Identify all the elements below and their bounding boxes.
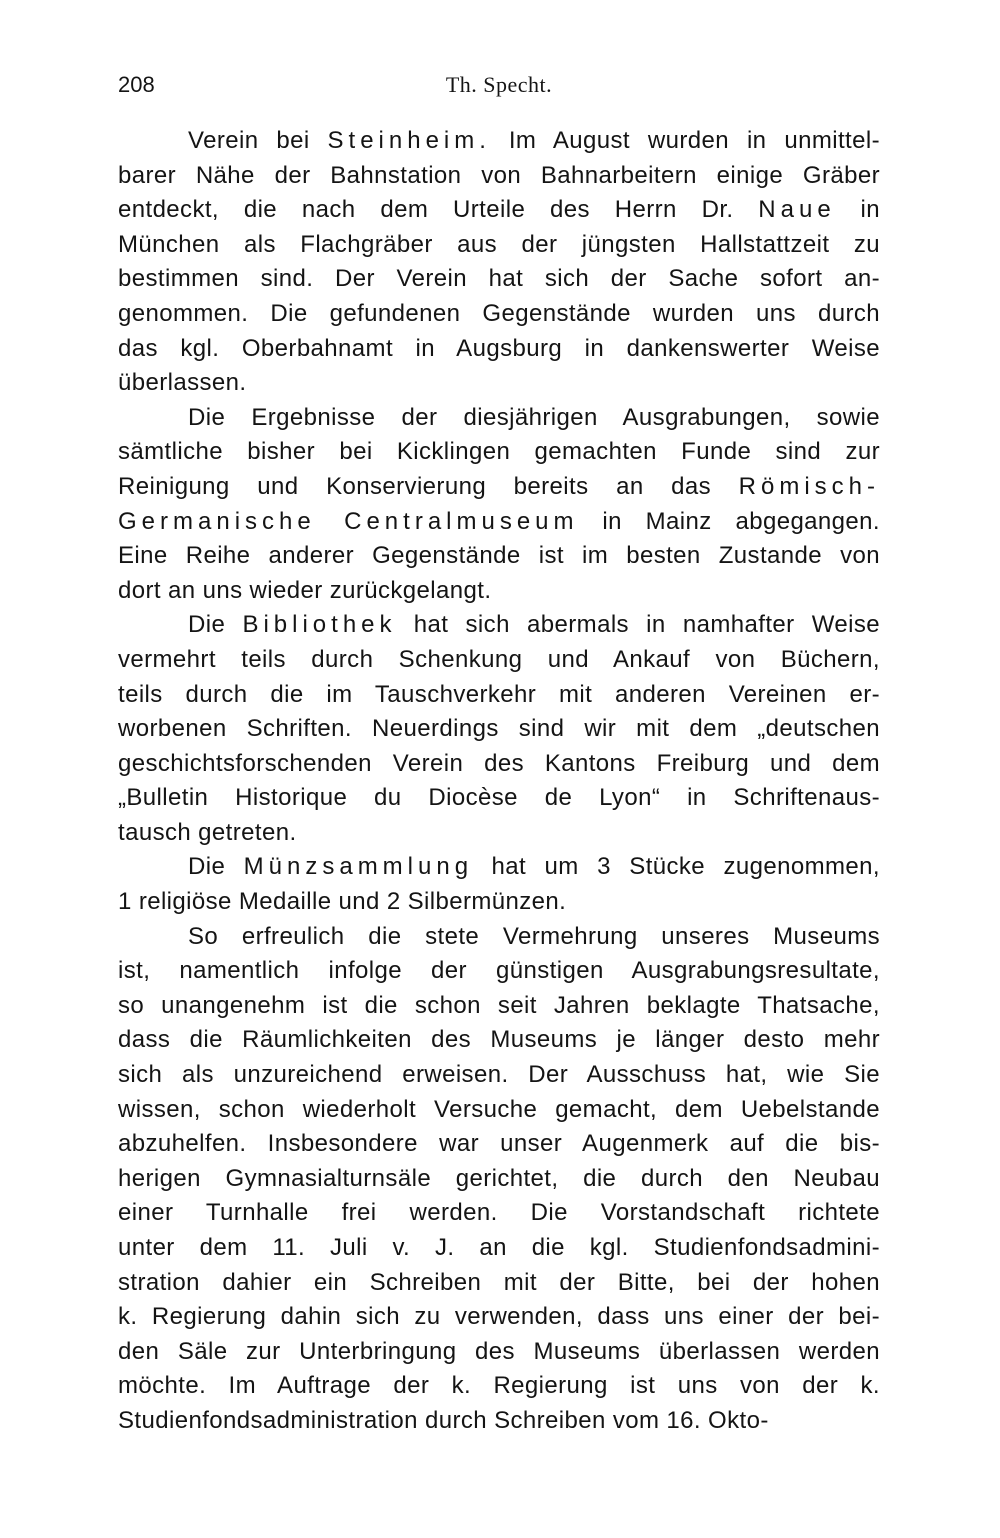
text-line: geschichtsforschenden Verein des Kantons Freiburg und dem xyxy=(118,749,880,777)
text-line: überlassen. xyxy=(118,369,247,397)
text-line: sämtliche bisher bei Kicklingen gemachten Funde sind zur xyxy=(118,438,880,466)
text-line: teils durch die im Tauschverkehr mit anderen Vereinen er- xyxy=(118,680,880,708)
page-header xyxy=(118,70,880,100)
text-line: So erfreulich die stete Vermehrung unseres Museums xyxy=(188,922,880,950)
spaced-emphasis: Steinheim. xyxy=(327,127,491,154)
text-line: Die Münzsammlung hat um 3 Stücke zugenommen, xyxy=(188,853,880,881)
spaced-emphasis: Römisch- xyxy=(738,472,880,500)
paragraph xyxy=(118,124,880,401)
text-line: barer Nähe der Bahnstation von Bahnarbeitern einige Gräber xyxy=(118,161,880,189)
paragraph xyxy=(118,608,880,850)
text-line: Verein bei Steinheim. Im August wurden in unmittel- xyxy=(188,127,880,154)
text-line: das kgl. Oberbahnamt in Augsburg in dankenswerter Weise xyxy=(118,334,880,362)
text-line: den Säle zur Unterbringung des Museums überlassen werden xyxy=(118,1337,880,1365)
text-line: Germanische Centralmuseum in Mainz abgegangen. xyxy=(118,507,880,535)
spaced-emphasis: Bibliothek xyxy=(242,611,397,639)
text-line: Die Ergebnisse der diesjährigen Ausgrabungen, sowie xyxy=(188,403,880,431)
text-line: einer Turnhalle frei werden. Die Vorstandschaft richtete xyxy=(118,1199,880,1227)
text-line: Reinigung und Konservierung bereits an das Römisch- xyxy=(118,472,880,500)
spaced-emphasis: Münzsammlung xyxy=(243,853,474,881)
body-text xyxy=(118,124,880,1439)
paragraph xyxy=(118,850,880,919)
text-line: herigen Gymnasialturnsäle gerichtet, die durch den Neubau xyxy=(118,1164,880,1192)
text-line: möchte. Im Auftrage der k. Regierung ist uns von der k. xyxy=(118,1372,880,1400)
running-head: Th. Specht. xyxy=(445,72,553,97)
text-line: sich als unzureichend erweisen. Der Ausschuss hat, wie Sie xyxy=(118,1061,880,1089)
text-line: Studienfondsadministration durch Schreiben vom 16. Okto- xyxy=(118,1406,769,1434)
text-line: München als Flachgräber aus der jüngsten Hallstattzeit zu xyxy=(118,230,880,258)
text-line: Die Bibliothek hat sich abermals in namhafter Weise xyxy=(188,611,880,639)
text-line: bestimmen sind. Der Verein hat sich der Sache sofort an- xyxy=(118,265,880,293)
text-line: dort an uns wieder zurückgelangt. xyxy=(118,576,492,604)
text-line: 1 religiöse Medaille und 2 Silbermünzen. xyxy=(118,888,567,916)
text-line: wissen, schon wiederholt Versuche gemacht, dem Uebelstande xyxy=(118,1095,880,1123)
text-line: k. Regierung dahin sich zu verwenden, dass uns einer der bei- xyxy=(118,1303,880,1331)
spaced-emphasis: Germanische Centralmuseum xyxy=(118,507,579,535)
paragraph xyxy=(118,401,880,609)
text-line: „Bulletin Historique du Diocèse de Lyon“ in Schriftenaus- xyxy=(118,784,880,812)
text-line: unter dem 11. Juli v. J. an die kgl. Studienfondsadmini- xyxy=(118,1234,880,1261)
text-line: ist, namentlich infolge der günstigen Ausgrabungsresultate, xyxy=(118,957,880,985)
text-line: entdeckt, die nach dem Urteile des Herrn Dr. Naue in xyxy=(118,196,880,224)
text-line: so unangenehm ist die schon seit Jahren beklagte Thatsache, xyxy=(118,991,880,1019)
spaced-emphasis: Naue xyxy=(758,196,836,224)
text-line: stration dahier ein Schreiben mit der Bitte, bei der hohen xyxy=(118,1268,880,1296)
paragraph xyxy=(118,920,880,1439)
text-line: tausch getreten. xyxy=(118,818,297,846)
text-line: worbenen Schriften. Neuerdings sind wir mit dem „deutschen xyxy=(118,715,880,743)
text-line: vermehrt teils durch Schenkung und Ankauf von Büchern, xyxy=(118,645,880,673)
text-line: Eine Reihe anderer Gegenstände ist im besten Zustande von xyxy=(118,542,880,570)
text-line: genommen. Die gefundenen Gegenstände wurden uns durch xyxy=(118,299,880,327)
text-line: abzuhelfen. Insbesondere war unser Augenmerk auf die bis- xyxy=(118,1130,880,1158)
page-number: 208 xyxy=(118,72,155,97)
text-line: dass die Räumlichkeiten des Museums je länger desto mehr xyxy=(118,1026,880,1054)
